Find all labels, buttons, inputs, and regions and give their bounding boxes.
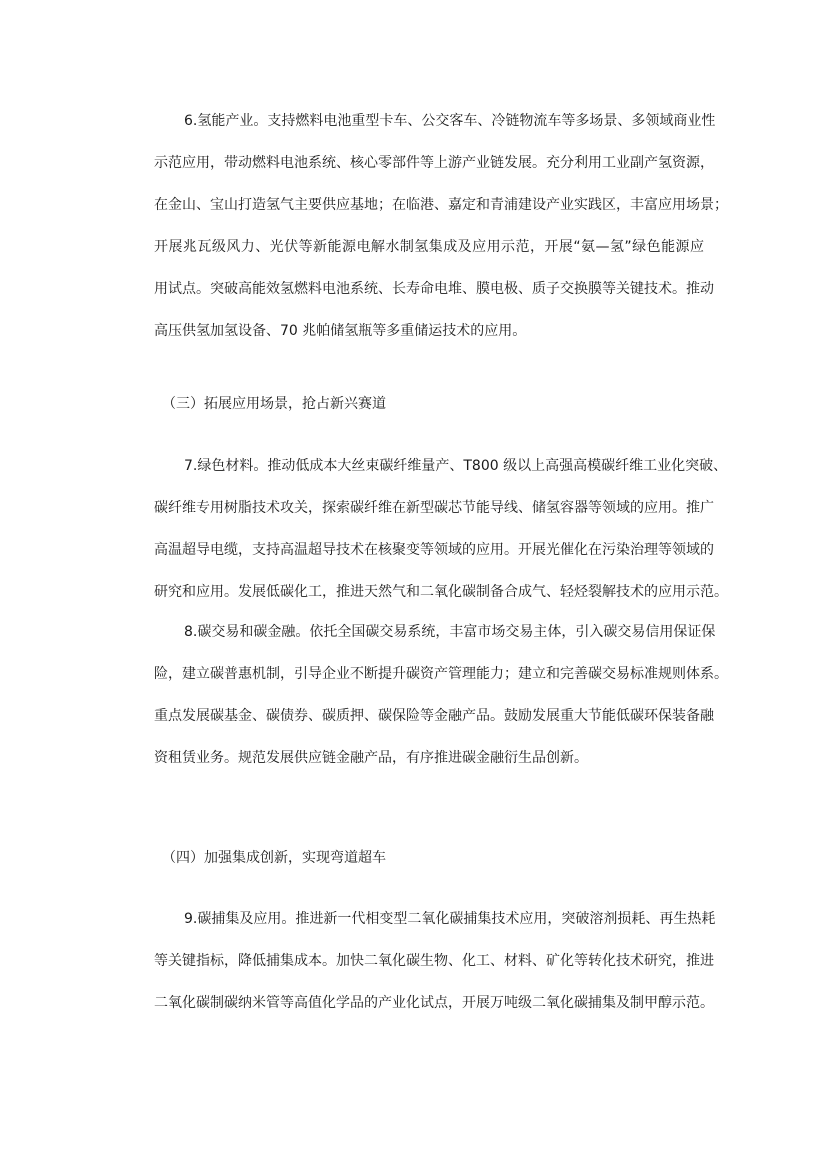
paragraph-line: 研究和应用。发展低碳化工，推进天然气和二氧化碳制备合成气、轻烃裂解技术的应用示范。 — [154, 584, 728, 600]
paragraph-line: 重点发展碳基金、碳债券、碳质押、碳保险等金融产品。鼓励发展重大节能低碳环保装备融 — [154, 708, 714, 724]
paragraph-line: 高温超导电缆，支持高温超导技术在核聚变等领域的应用。开展光催化在污染治理等领域的 — [154, 542, 714, 558]
paragraph-hydrogen-industry — [124, 100, 728, 352]
paragraph-line: 碳纤维专用树脂技术攻关，探索碳纤维在新型碳芯节能导线、储氢容器等领域的应用。推广 — [154, 500, 714, 516]
section-heading-3: （三）拓展应用场景，抢占新兴赛道 — [162, 396, 386, 412]
section-heading-4: （四）加强集成创新，实现弯道超车 — [162, 850, 386, 866]
paragraph-line: 资租赁业务。规范发展供应链金融产品，有序推进碳金融衍生品创新。 — [154, 750, 588, 766]
paragraph-line: 在金山、宝山打造氢气主要供应基地；在临港、嘉定和青浦建设产业实践区，丰富应用场景； — [154, 197, 728, 213]
paragraph-line: 7.绿色材料。推动低成本大丝束碳纤维量产、T800 级以上高强高模碳纤维工业化突破、 — [184, 458, 728, 474]
paragraph-line: 用试点。突破高能效氢燃料电池系统、长寿命电堆、膜电极、质子交换膜等关键技术。推动 — [154, 281, 714, 297]
paragraph-green-materials — [124, 445, 728, 613]
paragraph-line: 等关键指标，降低捕集成本。加快二氧化碳生物、化工、材料、矿化等转化技术研究，推进 — [154, 953, 714, 969]
paragraph-carbon-trading — [124, 611, 728, 779]
paragraph-line: 8.碳交易和碳金融。依托全国碳交易系统，丰富市场交易主体，引入碳交易信用保证保 — [184, 624, 716, 640]
paragraph-line: 6.氢能产业。支持燃料电池重型卡车、公交客车、冷链物流车等多场景、多领域商业性 — [184, 113, 716, 129]
paragraph-line: 9.碳捕集及应用。推进新一代相变型二氧化碳捕集技术应用，突破溶剂损耗、再生热耗 — [184, 911, 716, 927]
paragraph-line: 二氧化碳制碳纳米管等高值化学品的产业化试点，开展万吨级二氧化碳捕集及制甲醇示范。 — [154, 995, 714, 1011]
paragraph-line: 示范应用，带动燃料电池系统、核心零部件等上游产业链发展。充分利用工业副产氢资源， — [154, 155, 714, 171]
paragraph-line: 险，建立碳普惠机制，引导企业不断提升碳资产管理能力；建立和完善碳交易标准规则体系。 — [154, 666, 728, 682]
paragraph-carbon-capture — [124, 898, 716, 1024]
paragraph-line: 开展兆瓦级风力、光伏等新能源电解水制氢集成及应用示范，开展“氨—氢”绿色能源应 — [154, 239, 704, 255]
paragraph-line: 高压供氢加氢设备、70 兆帕储氢瓶等多重储运技术的应用。 — [154, 323, 527, 339]
